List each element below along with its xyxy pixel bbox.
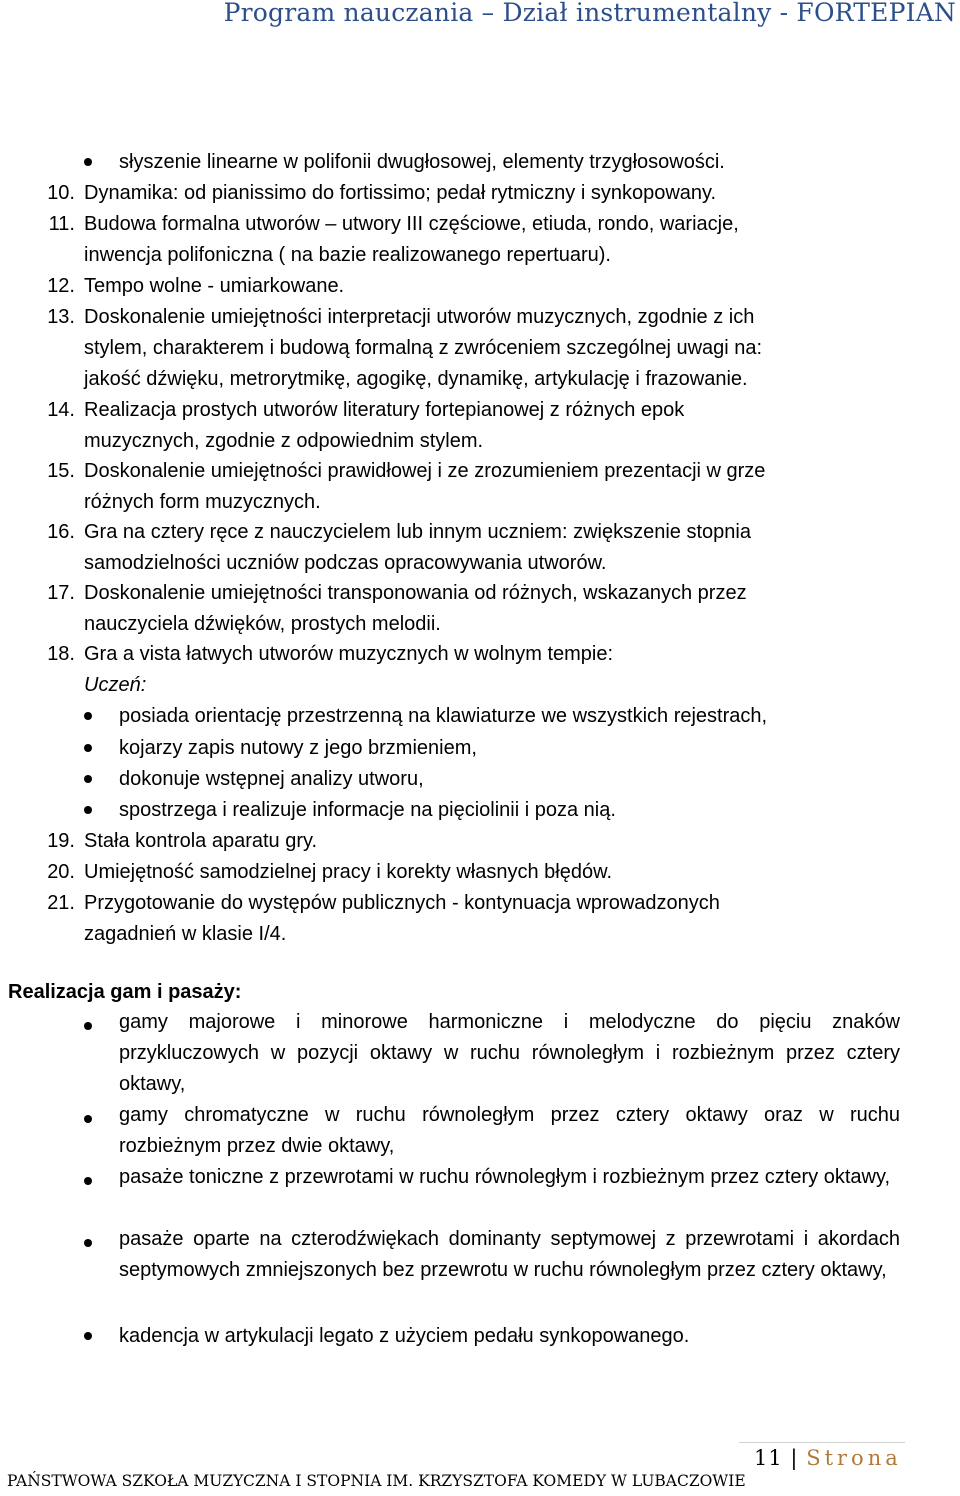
page-number — [754, 1446, 902, 1470]
scales-bullet-4: pasaże oparte na czterodźwiękach dominanty septymowej z przewrotami i akordach septymowych zmniejszonych bez przewrotu w ruchu równoległym przez cztery oktawy, — [119, 1228, 900, 1281]
continuation-bullet-text: słyszenie linearne w polifonii dwugłosowej, elementy trzygłosowości. — [119, 151, 725, 173]
item-number: 13. — [47, 306, 75, 328]
item-number: 15. — [47, 460, 75, 482]
item-10-line-1: Dynamika: od pianissimo do fortissimo; pedał rytmiczny i synkopowany. — [84, 182, 717, 204]
item-17-line-1: Doskonalenie umiejętności transponowania od różnych, wskazanych przez — [84, 582, 747, 604]
bullet-dot — [84, 1239, 92, 1247]
bullet-dot — [84, 744, 92, 752]
item-15-line-1: Doskonalenie umiejętności prawidłowej i ze zrozumieniem prezentacji w grze — [84, 460, 766, 482]
student-bullet-2: kojarzy zapis nutowy z jego brzmieniem, — [119, 737, 477, 759]
item-number: 12. — [47, 275, 75, 297]
scales-bullet-3: pasaże toniczne z przewrotami w ruchu równoległym i rozbieżnym przez cztery oktawy, — [119, 1166, 891, 1188]
bullet-dot — [84, 806, 92, 814]
item-11-line-1: Budowa formalna utworów – utwory III częściowe, etiuda, rondo, wariacje, — [84, 213, 739, 235]
item-number: 20. — [47, 861, 75, 883]
item-13-line-1: Doskonalenie umiejętności interpretacji utworów muzycznych, zgodnie z ich — [84, 306, 755, 328]
item-18-line-1: Gra a vista łatwych utworów muzycznych w wolnym tempie: — [84, 643, 614, 665]
page-number-value: 11 — [754, 1446, 783, 1470]
scales-heading: Realizacja gam i pasaży: — [8, 981, 242, 1003]
item-15-line-2: różnych form muzycznych. — [84, 491, 321, 513]
item-number: 18. — [47, 643, 75, 665]
item-13-line-3: jakość dźwięku, metrorytmikę, agogikę, dynamikę, artykulację i frazowanie. — [84, 368, 748, 390]
student-bullet-4: spostrzega i realizuje informacje na pięciolinii i poza nią. — [119, 799, 616, 821]
item-19-line-1: Stała kontrola aparatu gry. — [84, 830, 318, 852]
bullet-dot — [84, 158, 92, 166]
scales-bullet-5: kadencja w artykulacji legato z użyciem pedału synkopowanego. — [119, 1325, 690, 1347]
student-bullet-1: posiada orientację przestrzenną na klawiaturze we wszystkich rejestrach, — [119, 705, 768, 727]
item-number: 10. — [47, 182, 75, 204]
item-21-line-1: Przygotowanie do występów publicznych - kontynuacja wprowadzonych — [84, 892, 720, 914]
item-16-line-1: Gra na cztery ręce z nauczycielem lub innym uczniem: zwiększenie stopnia — [84, 521, 751, 543]
item-13-line-2: stylem, charakterem i budową formalną z zwróceniem szczególnej uwagi na: — [84, 337, 763, 359]
item-11-line-2: inwencja polifoniczna ( na bazie realizowanego repertuaru). — [84, 244, 611, 266]
bullet-dot — [84, 1177, 92, 1185]
bullet-dot — [84, 775, 92, 783]
item-14-line-2: muzycznych, zgodnie z odpowiednim stylem. — [84, 430, 484, 452]
bullet-dot — [84, 1022, 92, 1030]
scales-bullet-2: gamy chromatyczne w ruchu równoległym przez cztery oktawy oraz w ruchu rozbieżnym przez dwie oktawy, — [119, 1104, 900, 1157]
item-17-line-2: nauczyciela dźwięków, prostych melodii. — [84, 613, 441, 635]
bullet-dot — [84, 1332, 92, 1340]
item-number: 17. — [47, 582, 75, 604]
page-header-title: Program nauczania – Dział instrumentalny - FORTEPIAN — [223, 0, 956, 27]
item-number: 19. — [47, 830, 75, 852]
bullet-dot — [84, 712, 92, 720]
student-label: Uczeń: — [84, 674, 147, 696]
item-number: 16. — [47, 521, 75, 543]
bullet-dot — [84, 1115, 92, 1123]
item-12-line-1: Tempo wolne - umiarkowane. — [84, 275, 345, 297]
page-number-separator: | — [790, 1446, 799, 1470]
student-bullet-3: dokonuje wstępnej analizy utworu, — [119, 768, 424, 790]
item-number: 21. — [47, 892, 75, 914]
item-number: 14. — [47, 399, 75, 421]
item-number: 11. — [48, 213, 75, 235]
footer-divider — [739, 1442, 905, 1443]
page-number-word: Strona — [806, 1446, 902, 1470]
item-20-line-1: Umiejętność samodzielnej pracy i korekty własnych błędów. — [84, 861, 613, 883]
footer-school-name: PAŃSTWOWA SZKOŁA MUZYCZNA I STOPNIA IM. KRZYSZTOFA KOMEDY W LUBACZOWIE — [7, 1472, 746, 1490]
item-21-line-2: zagadnień w klasie I/4. — [84, 923, 287, 945]
item-14-line-1: Realizacja prostych utworów literatury fortepianowej z różnych epok — [84, 399, 685, 421]
scales-bullet-1: gamy majorowe i minorowe harmoniczne i melodyczne do pięciu znaków przykluczowych w pozycji oktawy w ruchu równoległym i rozbieżnym przez cztery oktawy, — [119, 1011, 900, 1095]
item-16-line-2: samodzielności uczniów podczas opracowywania utworów. — [84, 552, 607, 574]
